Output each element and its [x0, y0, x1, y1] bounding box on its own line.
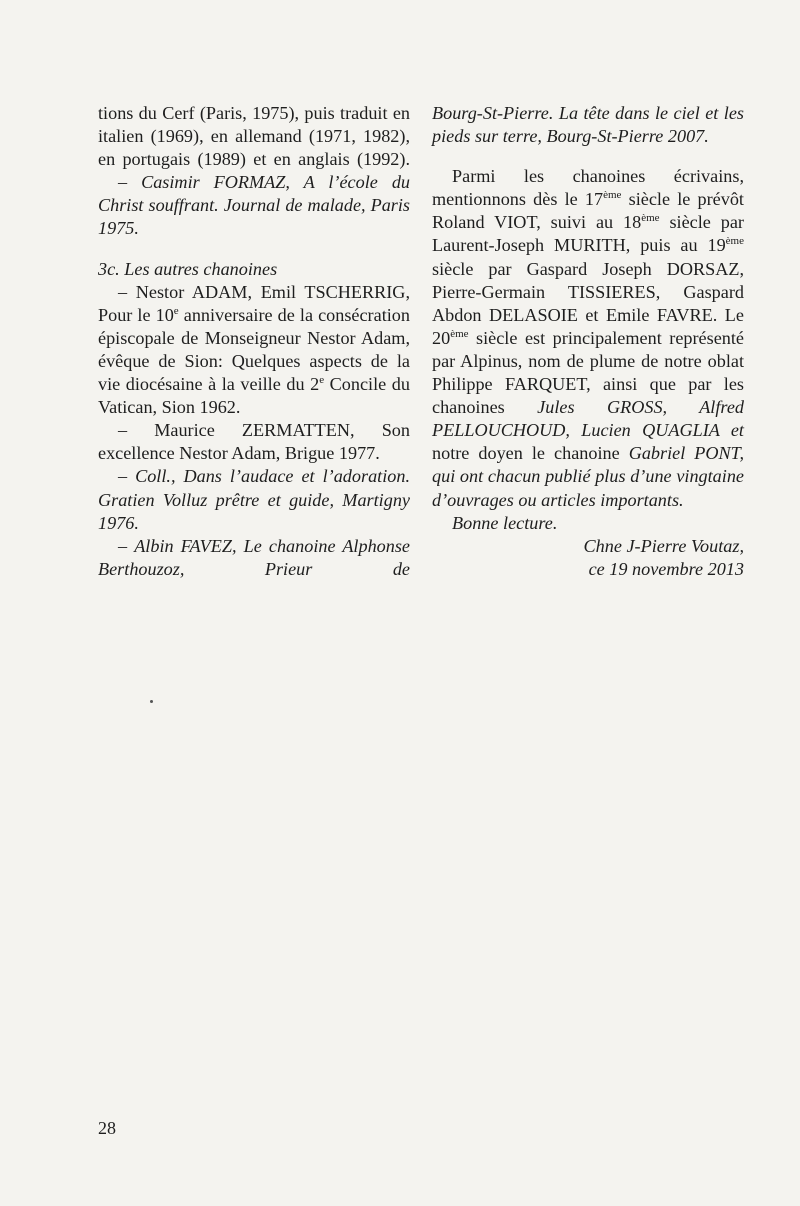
right-column [432, 102, 744, 581]
left-entry-favez: – Albin FAVEZ, Le chanoine Alphonse Berthouzoz, Prieur de [98, 535, 411, 579]
left-entry-volluz: – Coll., Dans l’audace et l’adoration. Gratien Volluz prêtre et guide, Martigny 1976. [98, 466, 410, 533]
left-entry-formaz: – Casimir FORMAZ, A l’école du Christ souffrant. Journal de malade, Paris 1975. [98, 172, 411, 239]
ink-speck [150, 700, 153, 703]
right-paragraph-ecrivains: Parmi les chanoines écrivains, mentionnons dès le 17ème siècle le prévôt Roland VIOT, suivi au 18ème siècle par Laurent-Joseph MURITH, puis au 19ème siècle par Gaspard Joseph DORSAZ, Pierre-Germain TISSIERES, Gaspard Abdon DELASOIE et Emile FAVRE. Le 20ème siècle est principalement représenté par Alpinus, nom de plume de notre oblat Philippe FARQUET, ainsi que par les chanoines Jules GROSS, Alfred PELLOUCHOUD, Lucien QUAGLIA et notre doyen le chanoine Gabriel PONT, qui ont chacun publié plus d’une vingtaine d’ouvrages ou articles importants. [432, 166, 744, 510]
section-heading-autres-chanoines: 3c. Les autres chanoines [98, 258, 278, 279]
signature-name: Chne J-Pierre Voutaz, [583, 535, 744, 556]
page-number: 28 [98, 1118, 116, 1138]
left-entry-zermatten: – Maurice ZERMATTEN, Son excellence Nestor Adam, Brigue 1977. [98, 420, 410, 464]
left-paragraph-translations: tions du Cerf (Paris, 1975), puis traduit en italien (1969), en allemand (1971, 1982), en portugais (1989) et en anglais (1992). [98, 103, 410, 170]
right-closing-bonne-lecture: Bonne lecture. [452, 512, 558, 533]
left-column [98, 102, 410, 581]
right-entry-bourg-st-pierre: Bourg-St-Pierre. La tête dans le ciel et les pieds sur terre, Bourg-St-Pierre 2007. [432, 103, 744, 147]
left-entry-adam-tscherrig: – Nestor ADAM, Emil TSCHERRIG, Pour le 10e anniversaire de la consécration épiscopale de Monseigneur Nestor Adam, évêque de Sion: Quelques aspects de la vie diocésaine à la veille du 2e Concile du Vatican, Sion 1962. [98, 281, 410, 418]
signature-date: ce 19 novembre 2013 [588, 558, 744, 579]
